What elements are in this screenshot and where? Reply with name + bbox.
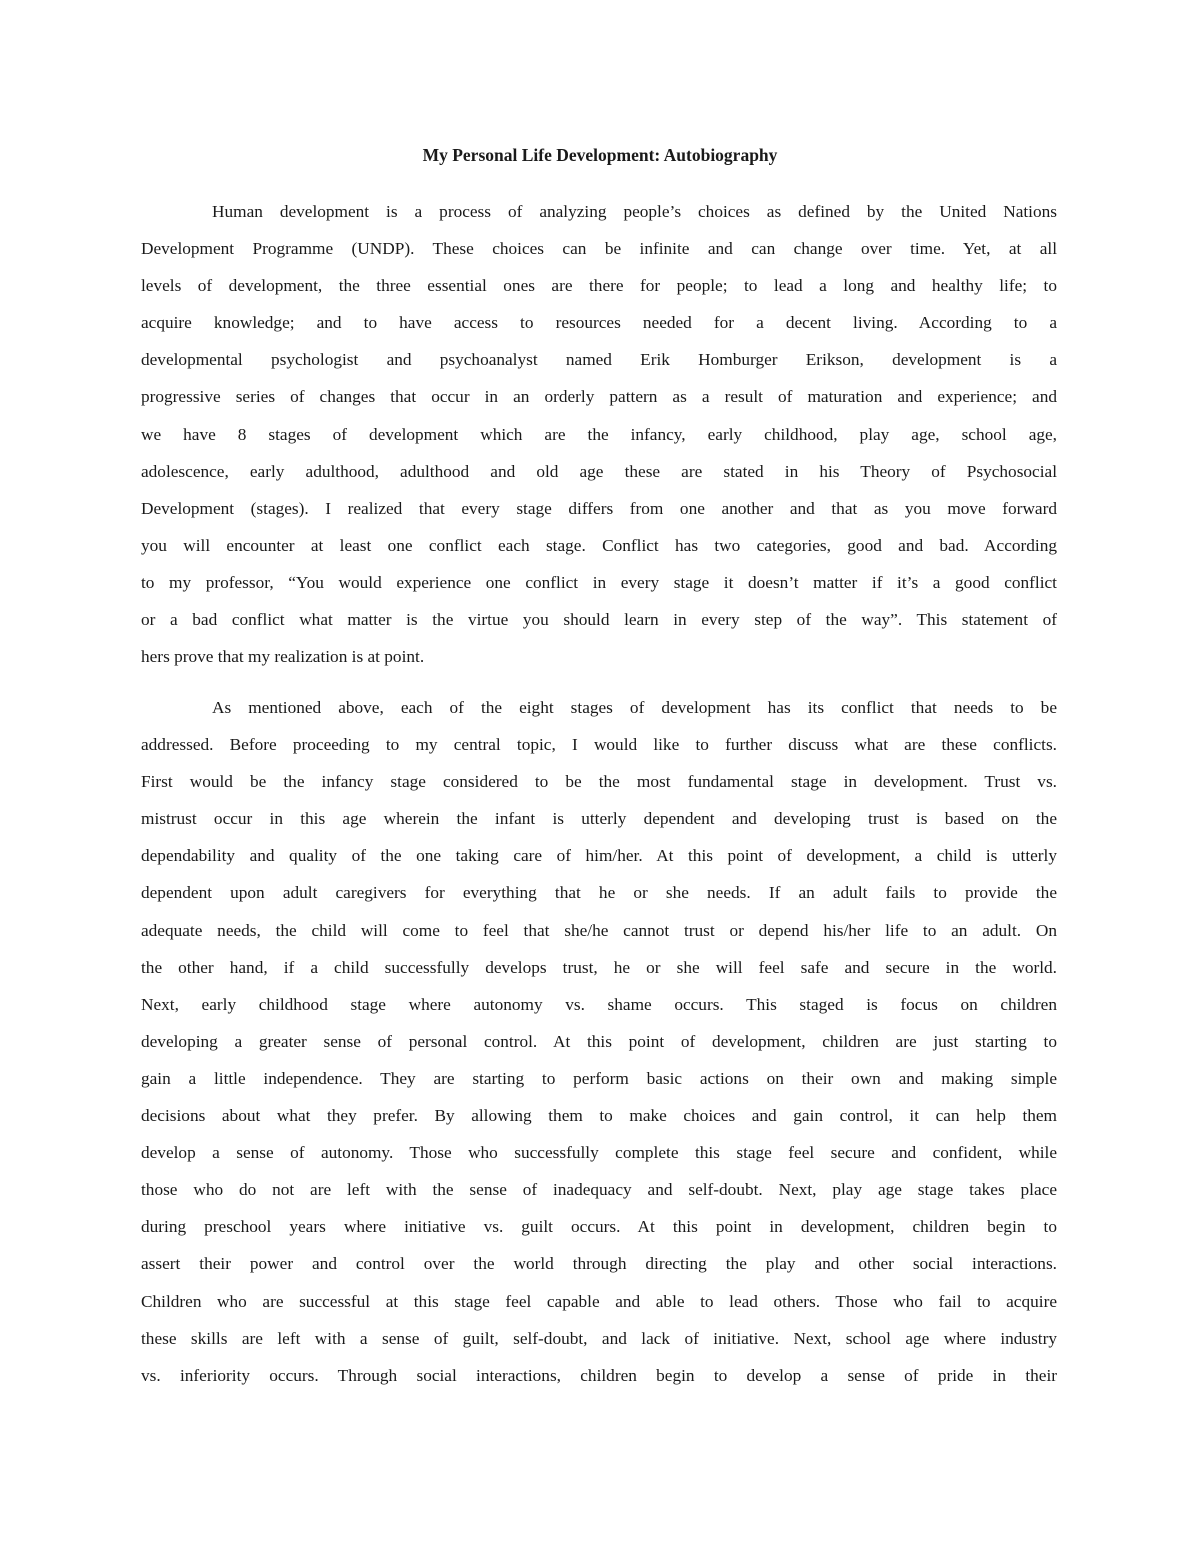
paragraph-1 bbox=[141, 193, 1057, 675]
text-line: adolescence, early adulthood, adulthood and old age these are stated in his Theory of Psychosocial bbox=[141, 461, 1057, 481]
text-line: decisions about what they prefer. By allowing them to make choices and gain control, it can help them bbox=[141, 1106, 1057, 1126]
text-line: vs. inferiority occurs. Through social interactions, children begin to develop a sense of pride in their bbox=[141, 1365, 1057, 1385]
text-line: during preschool years where initiative vs. guilt occurs. At this point in development, children begin to bbox=[141, 1217, 1057, 1237]
text-line: you will encounter at least one conflict each stage. Conflict has two categories, good and bad. According bbox=[141, 535, 1057, 555]
text-line: these skills are left with a sense of guilt, self-doubt, and lack of initiative. Next, school age where industry bbox=[141, 1328, 1057, 1348]
text-line: to my professor, “You would experience one conflict in every stage it doesn’t matter if it’s a good conflict bbox=[141, 572, 1057, 592]
text-line: Children who are successful at this stage feel capable and able to lead others. Those who fail to acquire bbox=[141, 1291, 1057, 1311]
text-line: assert their power and control over the world through directing the play and other social interactions. bbox=[141, 1254, 1057, 1274]
text-line: Human development is a process of analyzing people’s choices as defined by the United Nations bbox=[212, 202, 1057, 221]
text-line: levels of development, the three essential ones are there for people; to lead a long and healthy life; to bbox=[141, 276, 1057, 296]
text-line: those who do not are left with the sense of inadequacy and self-doubt. Next, play age stage takes place bbox=[141, 1180, 1057, 1200]
text-line: develop a sense of autonomy. Those who successfully complete this stage feel secure and confident, while bbox=[141, 1143, 1057, 1163]
text-line: hers prove that my realization is at point. bbox=[141, 647, 425, 667]
text-line: dependability and quality of the one taking care of him/her. At this point of development, a child is utterly bbox=[141, 846, 1057, 866]
text-line: Development Programme (UNDP). These choices can be infinite and can change over time. Yet, at all bbox=[141, 239, 1057, 259]
text-line: First would be the infancy stage considered to be the most fundamental stage in development. Trust vs. bbox=[141, 772, 1057, 792]
text-line: developing a greater sense of personal control. At this point of development, children are just starting to bbox=[141, 1031, 1057, 1051]
paragraph-2 bbox=[141, 689, 1057, 1394]
text-line: or a bad conflict what matter is the virtue you should learn in every step of the way”. This statement of bbox=[141, 610, 1057, 630]
text-line: the other hand, if a child successfully develops trust, he or she will feel safe and secure in the world. bbox=[141, 957, 1057, 977]
text-line: mistrust occur in this age wherein the infant is utterly dependent and developing trust is based on the bbox=[141, 809, 1057, 829]
text-line: addressed. Before proceeding to my central topic, I would like to further discuss what are these conflicts. bbox=[141, 735, 1057, 755]
text-line: Development (stages). I realized that every stage differs from one another and that as you move forward bbox=[141, 498, 1057, 518]
text-line: progressive series of changes that occur in an orderly pattern as a result of maturation and experience; and bbox=[141, 387, 1057, 407]
text-line: As mentioned above, each of the eight stages of development has its conflict that needs to be bbox=[212, 698, 1057, 717]
text-line: adequate needs, the child will come to feel that she/he cannot trust or depend his/her life to an adult. On bbox=[141, 920, 1057, 940]
text-line: dependent upon adult caregivers for everything that he or she needs. If an adult fails to provide the bbox=[141, 883, 1057, 903]
text-line: developmental psychologist and psychoanalyst named Erik Homburger Erikson, development is a bbox=[141, 350, 1057, 370]
text-line: we have 8 stages of development which are the infancy, early childhood, play age, school age, bbox=[141, 424, 1057, 444]
text-line: Next, early childhood stage where autonomy vs. shame occurs. This staged is focus on children bbox=[141, 994, 1057, 1014]
text-line: acquire knowledge; and to have access to resources needed for a decent living. According to a bbox=[141, 313, 1057, 333]
document-title: My Personal Life Development: Autobiography bbox=[422, 145, 778, 165]
text-line: gain a little independence. They are starting to perform basic actions on their own and making simple bbox=[141, 1068, 1057, 1088]
